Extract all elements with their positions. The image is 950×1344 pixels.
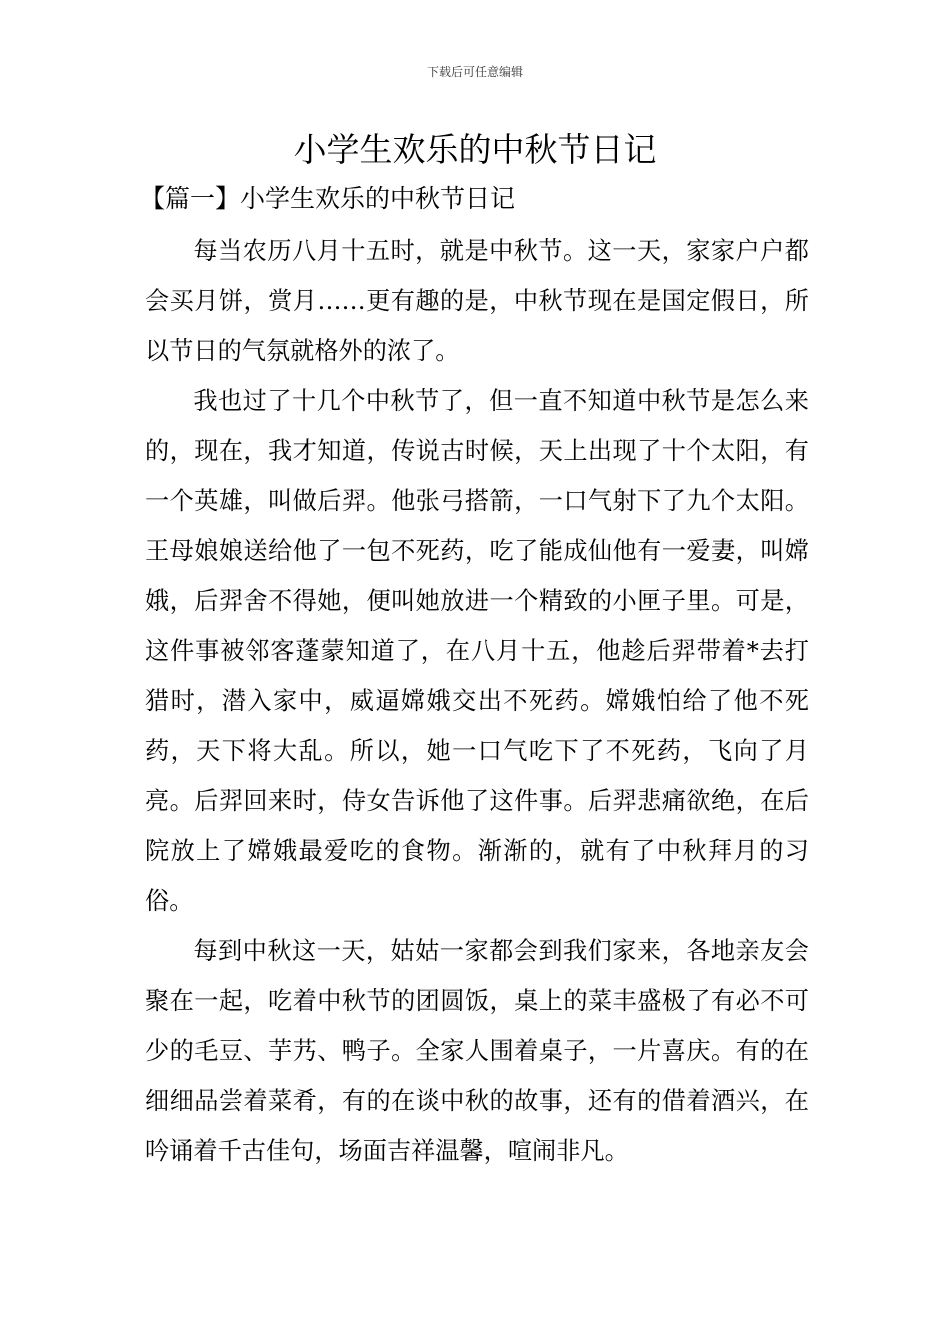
- paragraph-2: 我也过了十几个中秋节了，但一直不知道中秋节是怎么来的，现在，我才知道，传说古时候，天上出现了十个太阳，有一个英雄，叫做后羿。他张弓搭箭，一口气射下了九个太阳。王母娘娘送给他了一包不死药，吃了能成仙他有一爱妻，叫嫦娥，后羿舍不得她，便叫她放进一个精致的小匣子里。可是，这件事被邻客蓬蒙知道了，在八月十五，他趁后羿带着*去打猎时，潜入家中，威逼嫦娥交出不死药。嫦娥怕给了他不死药，天下将大乱。所以，她一口气吃下了不死药，飞向了月亮。后羿回来时，侍女告诉他了这件事。后羿悲痛欲绝，在后院放上了嫦娥最爱吃的食物。渐渐的，就有了中秋拜月的习俗。: [145, 387, 809, 915]
- paragraph-1: 每当农历八月十五时，就是中秋节。这一天，家家户户都会买月饼，赏月……更有趣的是，中秋节现在是国定假日，所以节日的气氛就格外的浓了。: [145, 237, 809, 365]
- section-heading: 【篇一】小学生欢乐的中秋节日记: [140, 184, 516, 213]
- body-text: [145, 226, 809, 1176]
- paragraph-3: 每到中秋这一天，姑姑一家都会到我们家来，各地亲友会聚在一起，吃着中秋节的团圆饭，桌上的菜丰盛极了有必不可少的毛豆、芋艿、鸭子。全家人围着桌子，一片喜庆。有的在细细品尝着菜肴，有的在谈中秋的故事，还有的借着酒兴，在吟诵着千古佳句，场面吉祥温馨，喧闹非凡。: [145, 937, 809, 1165]
- header-note: 下载后可任意编辑: [426, 65, 523, 79]
- document-title: 小学生欢乐的中秋节日记: [293, 130, 657, 169]
